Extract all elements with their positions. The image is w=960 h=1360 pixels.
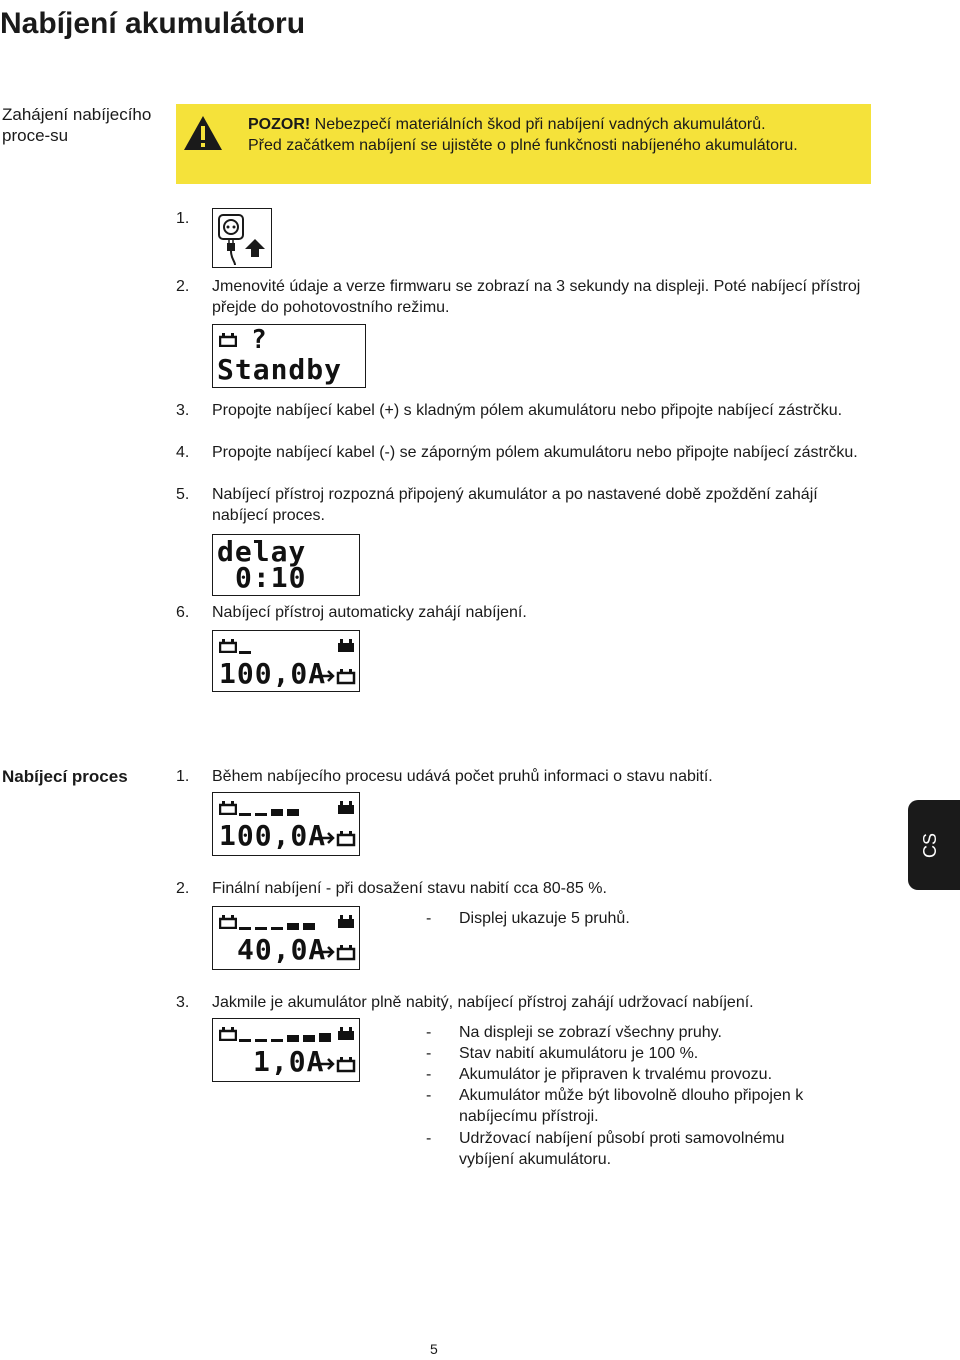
page-number: 5 (430, 1341, 438, 1357)
language-tab-label: CS (920, 832, 940, 858)
lcd-display-charging-full (212, 1018, 360, 1082)
charge-bar (303, 923, 315, 930)
arrow-to-battery-icon (319, 1055, 357, 1073)
battery-empty-icon (219, 1027, 237, 1041)
step-number: 5. (176, 486, 190, 503)
step-number: 3. (176, 402, 190, 419)
bullet-text: Akumulátor je připraven k trvalému provozu. (459, 1066, 773, 1083)
battery-full-icon (337, 1027, 355, 1041)
arrow-to-battery-icon (319, 943, 357, 961)
battery-full-icon (337, 915, 355, 929)
charge-bar (239, 1039, 251, 1042)
warning-text (248, 114, 798, 156)
lcd-display-delay (212, 534, 360, 596)
section-heading-process: Nabíjecí proces (2, 767, 128, 786)
bullet-dash: - (426, 1066, 432, 1083)
arrow-to-battery-icon (319, 667, 357, 685)
charge-bar (239, 651, 251, 654)
step-number: 1. (176, 210, 190, 227)
step-text: Jmenovité údaje a verze firmwaru se zobrazí na 3 sekundy na displeji. Poté nabíjecí přístroj přejde do pohotovostního režimu. (212, 278, 861, 316)
bullet-dash: - (426, 1024, 432, 1041)
charge-bar (271, 927, 283, 930)
step-text: Během nabíjecího procesu udává počet pruhů informaci o stavu nabití. (212, 768, 713, 785)
battery-empty-icon (219, 639, 237, 653)
bullet-text: Displej ukazuje 5 pruhů. (459, 910, 630, 927)
lcd-display-charging-3-bars (212, 792, 360, 856)
lcd-display-standby (212, 324, 366, 388)
lcd-line2: 0:10 (235, 561, 307, 594)
lcd-current: 40,0A (237, 933, 327, 966)
warning-label: POZOR! (248, 116, 311, 133)
charge-bar (239, 927, 251, 930)
charge-bar (287, 809, 299, 816)
charge-bar (271, 809, 283, 816)
charge-bar (287, 1035, 299, 1042)
charge-bar (255, 813, 267, 816)
charge-bar (319, 1033, 331, 1042)
lcd-line1: ? (251, 325, 268, 355)
step-text: Propojte nabíjecí kabel (+) s kladným pólem akumulátoru nebo připojte nabíjecí zástrčku. (212, 402, 843, 419)
lcd-line1: delay (217, 535, 307, 568)
mains-plug-icon (212, 208, 272, 268)
lcd-current: 100,0A (219, 657, 327, 690)
battery-full-icon (337, 801, 355, 815)
bullet-text: Stav nabití akumulátoru je 100 %. (459, 1045, 699, 1062)
step-text: Finální nabíjení - při dosažení stavu nabití cca 80-85 %. (212, 880, 607, 897)
mains-plug-svg (213, 209, 271, 267)
bullet-dash: - (426, 910, 432, 927)
battery-icon (219, 333, 237, 347)
step-text: Nabíjecí přístroj rozpozná připojený akumulátor a po nastavené době zpoždění zahájí nabíjecí proces. (212, 486, 818, 524)
language-tab (908, 800, 960, 890)
charge-bar (239, 813, 251, 816)
charge-bar (303, 1035, 315, 1042)
step-number: 6. (176, 604, 190, 621)
bullet-text: Na displeji se zobrazí všechny pruhy. (459, 1024, 722, 1041)
page-title: Nabíjení akumulátoru (0, 7, 306, 40)
charge-bar (255, 1039, 267, 1042)
step-number: 3. (176, 994, 190, 1011)
step-number: 4. (176, 444, 190, 461)
charge-bar (287, 923, 299, 930)
arrow-to-battery-icon (319, 829, 357, 847)
step-text: Propojte nabíjecí kabel (-) se záporným pólem akumulátoru nebo připojte nabíjecí zástrčku. (212, 444, 858, 461)
lcd-display-charging-5-bars (212, 906, 360, 970)
step-text: Nabíjecí přístroj automaticky zahájí nabíjení. (212, 604, 527, 621)
bullet-text: Udržovací nabíjení působí proti samovolnému vybíjení akumulátoru. (459, 1130, 785, 1168)
charge-bar (255, 927, 267, 930)
battery-empty-icon (219, 801, 237, 815)
section-heading-start-text: Zahájení nabíjecího proce-su (2, 105, 152, 145)
step-number: 1. (176, 768, 190, 785)
lcd-line2: Standby (217, 353, 343, 386)
step-number: 2. (176, 880, 190, 897)
step-number: 2. (176, 278, 190, 295)
step-text: Jakmile je akumulátor plně nabitý, nabíjecí přístroj zahájí udržovací nabíjení. (212, 994, 754, 1011)
charge-bar (271, 1039, 283, 1042)
battery-empty-icon (219, 915, 237, 929)
bullet-text: Akumulátor může být libovolně dlouho připojen k nabíjecímu přístroji. (459, 1087, 804, 1125)
warning-line2: Před začátkem nabíjení se ujistěte o plné funkčnosti nabíjeného akumulátoru. (248, 137, 798, 154)
bullet-dash: - (426, 1087, 432, 1104)
warning-triangle-icon (182, 114, 224, 152)
bullet-dash: - (426, 1045, 432, 1062)
lcd-current: 100,0A (219, 819, 327, 852)
lcd-display-charging (212, 630, 360, 692)
section-heading-start (2, 104, 162, 146)
warning-line1: Nebezpečí materiálních škod při nabíjení vadných akumulátorů. (310, 116, 766, 133)
bullet-dash: - (426, 1130, 432, 1147)
lcd-current: 1,0A (253, 1045, 325, 1078)
battery-full-icon (337, 639, 355, 653)
